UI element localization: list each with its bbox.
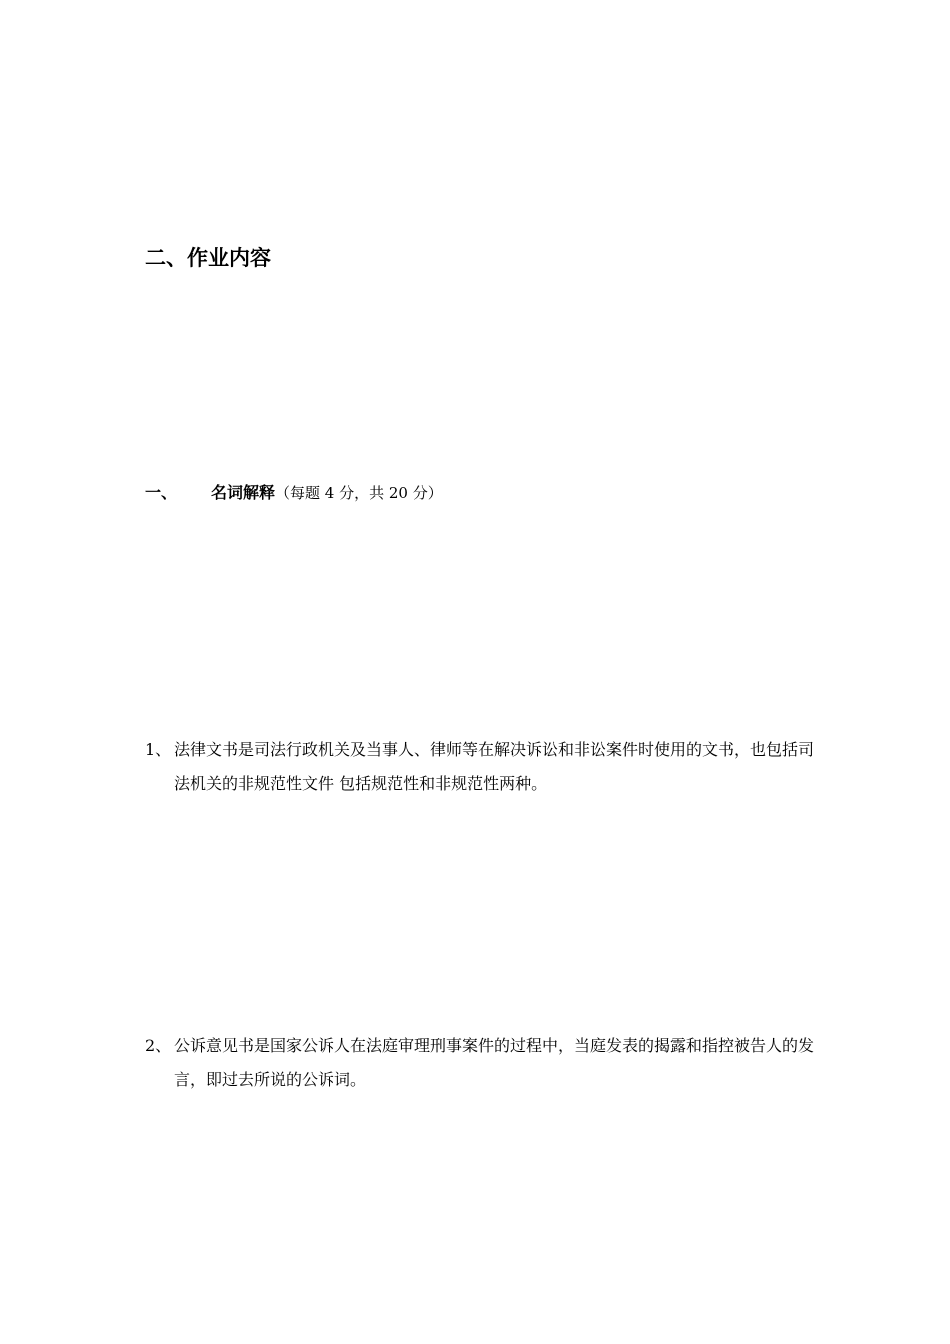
subsection-score-note: （每题 4 分，共 20 分） xyxy=(275,484,443,502)
item-text: 公诉意见书是国家公诉人在法庭审理刑事案件的过程中，当庭发表的揭露和指控被告人的发言，即过去所说的公诉词。 xyxy=(174,1036,815,1089)
subsection-number: 一、 xyxy=(145,483,178,502)
item-text: 法律文书是司法行政机关及当事人、律师等在解决诉讼和非讼案件时使用的文书，也包括司法机关的非规范性文件 包括规范性和非规范性两种。 xyxy=(174,740,815,793)
subsection-title: 名词解释 xyxy=(211,483,276,502)
item-number: 2、 xyxy=(145,1036,172,1055)
section-heading: 二、作业内容 xyxy=(145,246,271,270)
list-item xyxy=(145,733,825,801)
list-item xyxy=(145,1029,825,1097)
item-number: 1、 xyxy=(145,740,172,759)
subsection-title-line xyxy=(145,480,443,506)
